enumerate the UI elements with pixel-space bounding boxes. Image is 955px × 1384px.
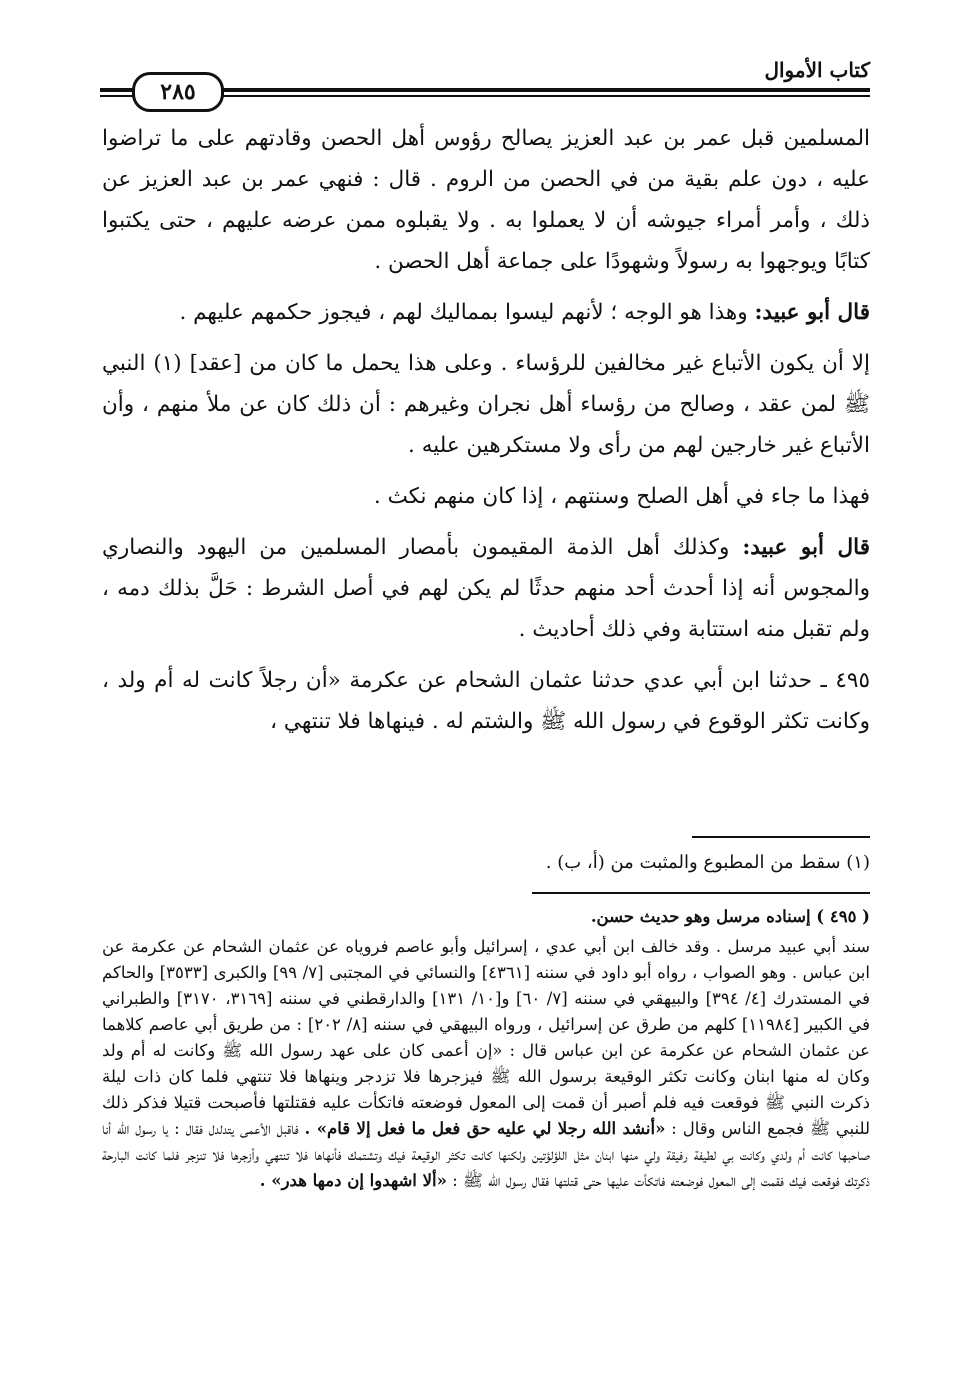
paragraph-2	[102, 292, 870, 333]
footnote-1: (١) سقط من المطبوع والمثبت من (أ، ب) .	[545, 852, 870, 873]
speaker-label: قال أبو عبيد:	[742, 535, 870, 560]
paragraph-5-text: وكذلك أهل الذمة المقيمون بأمصار المسلمين من اليهود والنصاري والمجوس أنه إذا أحدث أحد منهم حدثًا لم يكن لهم في أصل الشرط : حَلَّ بذلك دمه ، ولم تقبل منه استتابة وفي ذلك أحاديث .	[102, 535, 870, 642]
hadith-495: ٤٩٥ ـ حدثنا ابن أبي عدي حدثنا عثمان الشحام عن عكرمة «أن رجلاً كانت له أم ولد ، وكانت تكثر الوقوع في رسول الله ﷺ والشتم له . فينهاها فلا تنتهي ،	[102, 668, 870, 734]
footnote-divider	[692, 836, 870, 838]
takhrij-text-2: فاقبل الأعمى يتدلدل فقال : يا رسول الله أنا صاحبها كانت أم ولدي وكانت بي لطيفة رفيقة ولي منها ابنان مثل اللؤلؤتين ولكنها كانت تكثر الوقيعة فيك وتشتمك فأنهاها فلا تنتهي وأزجرها فلا تنزجر فلما كانت البارحة ذكرتك فوقعت فيك فقمت إلى المعول فوضعته فاتكأت عليها حتى قتلتها فقال رسول الله ﷺ :	[102, 1119, 870, 1190]
paragraph-5	[102, 527, 870, 650]
takhrij-heading: ( ٤٩٥ ) إسناده مرسل وهو حديث حسن.	[590, 907, 870, 926]
paragraph-2-text: وهذا هو الوجه ؛ لأنهم ليسوا بمماليك لهم ، فيجوز حكمهم عليهم .	[179, 300, 748, 325]
takhrij-section	[102, 904, 870, 1194]
takhrij-quote-2: «ألا اشهدوا إن دمها هدر» .	[259, 1171, 447, 1190]
speaker-label: قال أبو عبيد:	[754, 300, 870, 325]
main-text	[102, 118, 870, 748]
page-header	[100, 58, 870, 106]
paragraph-1: المسلمين قبل عمر بن عبد العزيز يصالح رؤوس أهل الحصن وقادتهم على ما تراضوا عليه ، دون علم بقية من في الحصن من الروم . قال : فنهي عمر بن عبد العزيز عن ذلك ، وأمر أمراء جيوشه أن لا يعملوا به . ولا يقبلوه ممن عرضه عليهم ، حتى يكتبوا كتابًا ويوجهوا به رسولاً وشهودًا على جماعة أهل الحصن .	[102, 126, 870, 274]
takhrij-text	[102, 934, 870, 1194]
takhrij-text-1: سند أبي عبيد مرسل . وقد خالف ابن أبي عدي ، إسرائيل وأبو عاصم فروياه عن عثمان الشحام عن عكرمة عن ابن عباس . وهو الصواب ، رواه أبو داود في سننه [٤٣٦١] والنسائي في المجتبى [٧/ ٩٩] والكبرى [٣٥٣٣] والحاكم في المستدرك [٤/ ٣٩٤] والبيهقي في سننه [٧/ ٦٠] و[١٠/ ١٣١] والدارقطني في سننه [٣١٦٩، ٣١٧٠] والطبراني في الكبير [١١٩٨٤] كلهم من طرق عن إسرائيل ، ورواه البيهقي في سننه [٨/ ٢٠٢] : من طريق أبي عاصم كلاهما عن عثمان الشحام عن عكرمة عن ابن عباس قال : «إن أعمى كان على عهد رسول الله ﷺ وكانت له أم ولد وكان له منها ابنان وكانت تكثر الوقيعة برسول الله ﷺ فيزجرها فلا تزدجر وينهاها فلا تنتهي فلما كان ذات ليلة ذكرت النبي ﷺ فوقعت فيه فلم أصبر أن قمت إلى المعول فوضعته فاتكأت عليه فقتلتها فأصبحت قتيلا فذكر ذلك للنبي ﷺ فجمع الناس وقال :	[102, 937, 871, 1138]
paragraph-3: إلا أن يكون الأتباع غير مخالفين للرؤساء . وعلى هذا يحمل ما كان من [عقد] (١) النبي ﷺ لمن عقد ، وصالح من رؤساء أهل نجران وغيرهم : أن ذلك كان عن ملأ منهم ، وأن الأتباع غير خارجين لهم من رأى ولا مستكرهين عليه .	[102, 351, 870, 458]
book-title: كتاب الأموال	[764, 58, 870, 82]
paragraph-4: فهذا ما جاء في أهل الصلح وسنتهم ، إذا كان منهم نكث .	[373, 484, 870, 509]
takhrij-quote-1: «أنشد الله رجلا لي عليه حق فعل ما فعل إلا قام» .	[304, 1119, 666, 1138]
page-number: ٢٨٥	[132, 72, 224, 112]
takhrij-divider	[532, 892, 870, 894]
